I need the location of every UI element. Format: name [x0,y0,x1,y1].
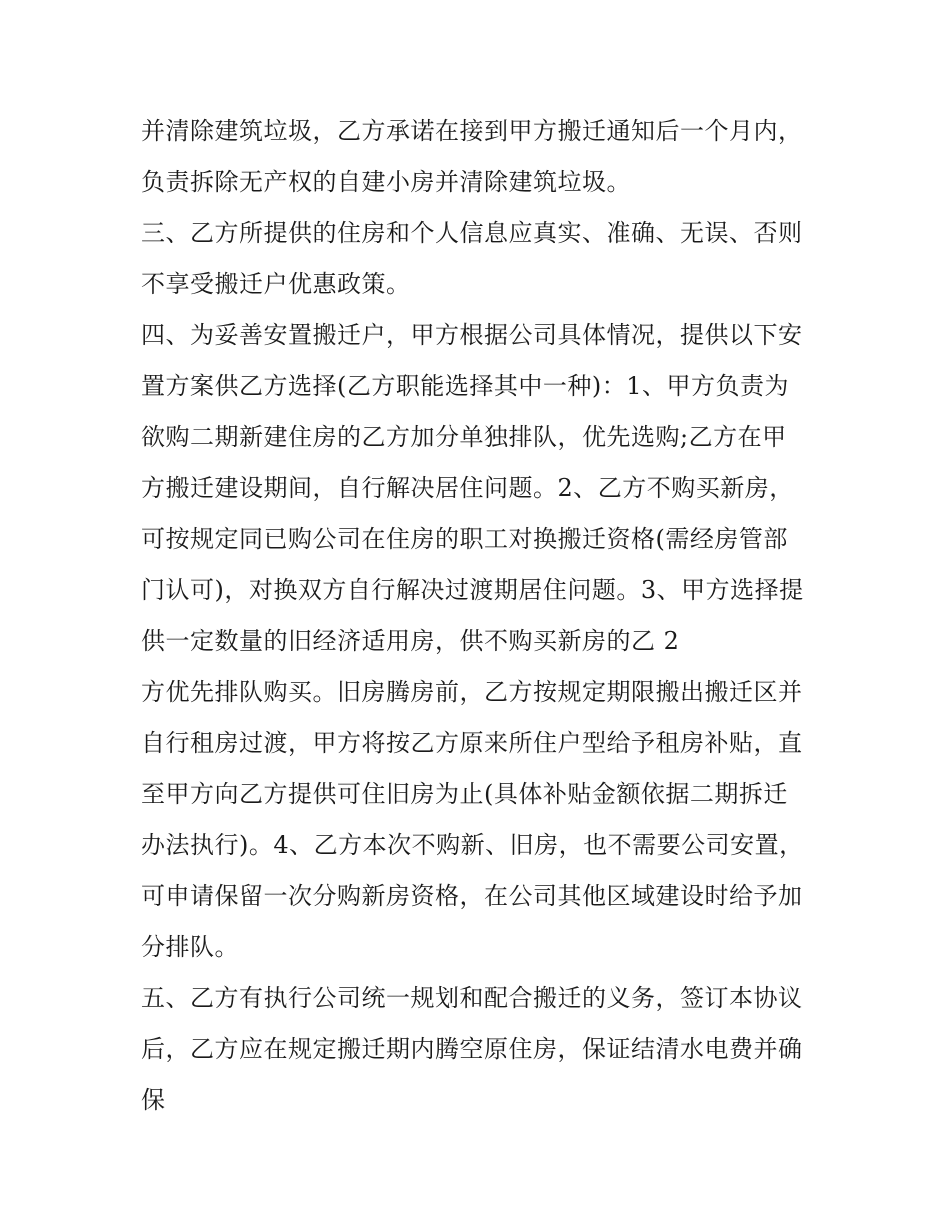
text-line: 四、为妥善安置搬迁户，甲方根据公司具体情况，提供以下安 [141,321,803,349]
text-line: 门认可)，对换双方自行解决过渡期居住问题。3、甲方选择提 [141,576,804,604]
text-line: 可按规定同已购公司在住房的职工对换搬迁资格(需经房管部 [141,525,788,553]
text-line: 方搬迁建设期间，自行解决居住问题。2、乙方不购买新房， [141,474,794,502]
text-line: 并清除建筑垃圾，乙方承诺在接到甲方搬迁通知后一个月内， [141,117,803,145]
text-line: 供一定数量的旧经济适用房，供不购买新房的乙 2 [141,627,680,655]
text-line: 负责拆除无产权的自建小房并清除建筑垃圾。 [141,168,631,196]
text-line: 至甲方向乙方提供可住旧房为止(具体补贴金额依据二期拆迁 [141,780,788,808]
text-line: 可申请保留一次分购新房资格，在公司其他区域建设时给予加 [141,882,803,910]
text-line: 欲购二期新建住房的乙方加分单独排队，优先选购;乙方在甲 [141,423,787,451]
document-body [141,106,821,1126]
text-line: 分排队。 [141,933,239,961]
text-line: 后，乙方应在规定搬迁期内腾空原住房，保证结清水电费并确 [141,1035,803,1063]
text-line: 自行租房过渡，甲方将按乙方原来所住户型给予租房补贴，直 [141,729,803,757]
text-line: 三、乙方所提供的住房和个人信息应真实、准确、无误、否则 [141,219,803,247]
text-line: 方优先排队购买。旧房腾房前，乙方按规定期限搬出搬迁区并 [141,678,803,706]
text-line: 置方案供乙方选择(乙方职能选择其中一种)：1、甲方负责为 [141,372,789,400]
text-line: 保 [141,1086,166,1114]
text-line: 办法执行)。4、乙方本次不购新、旧房，也不需要公司安置， [141,831,804,859]
text-line: 不享受搬迁户优惠政策。 [141,270,411,298]
text-line: 五、乙方有执行公司统一规划和配合搬迁的义务，签订本协议 [141,984,803,1012]
